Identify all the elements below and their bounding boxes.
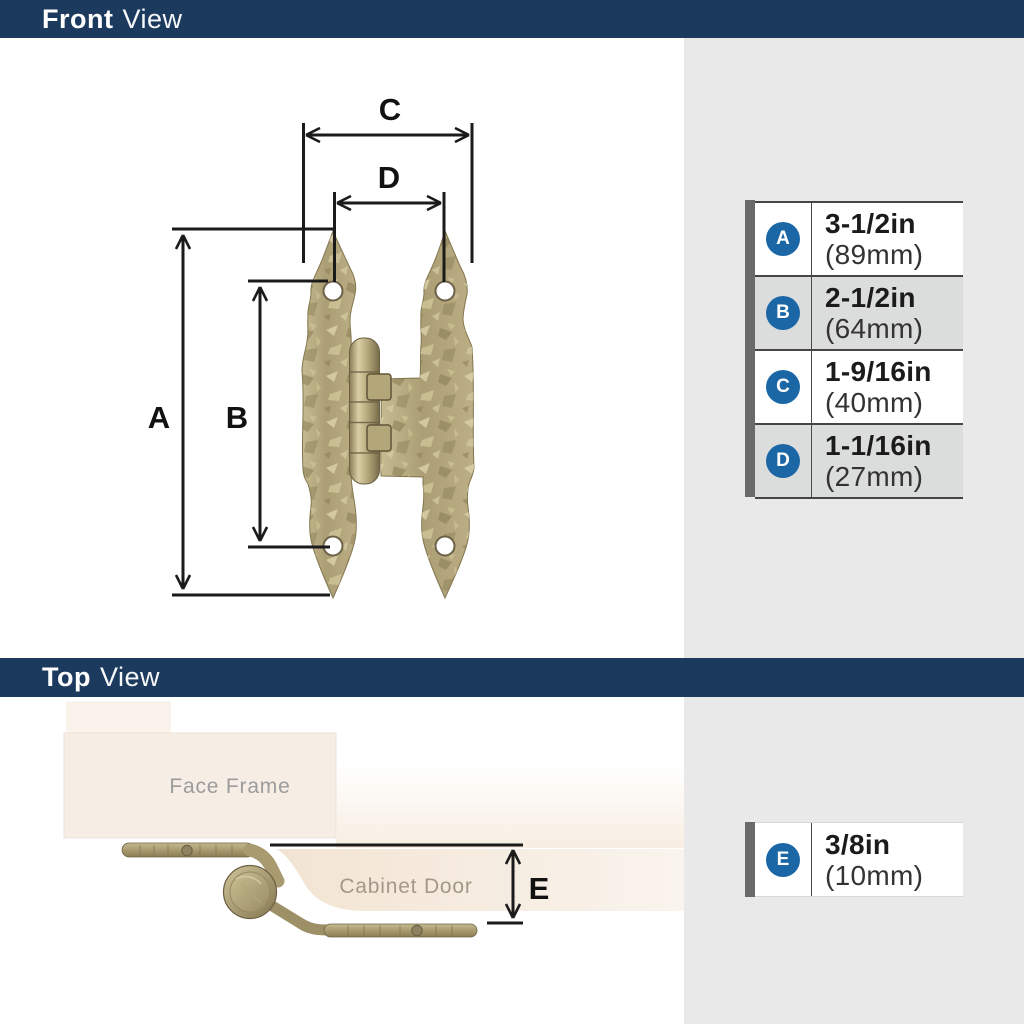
dimension-metric: (27mm) [825,461,924,492]
table-row-d [755,425,963,499]
dimension-value: 1-1/16in [825,430,932,461]
dimension-value: 3-1/2in [825,208,916,239]
dimension-badge-d: D [766,444,800,478]
hinge-knuckle-tab [367,374,391,400]
dimension-badge-e: E [766,843,800,877]
top-view-title-bold: Top [42,662,91,692]
table-row-e [755,822,963,897]
front-view-title-bold: Front [42,3,114,34]
dim-label-a: A [147,400,171,435]
dim-label-e: E [528,871,550,906]
table-column-divider [811,277,812,349]
front-view-header [0,0,1024,38]
hinge-pin-cap [224,866,277,919]
dim-label-d: D [377,160,401,195]
dimension-badge-c: C [766,370,800,404]
hinge-right-leaf [381,231,474,598]
dimension-metric: (89mm) [825,239,924,270]
top-view-header [0,658,1024,697]
dimension-badge-a: A [766,222,800,256]
dimension-value: 2-1/2in [825,282,916,313]
dimension-badge-b: B [766,296,800,330]
front-table-accent-bar [745,200,755,497]
table-column-divider [811,823,812,896]
hinge-knuckle-tab [367,425,391,451]
top-view-title-light: View [99,662,161,692]
front-view-drawing [0,38,684,658]
screw-head [182,845,192,855]
top-dimension-table [755,822,963,897]
front-view-title-light: View [122,3,183,34]
table-row-c [755,351,963,425]
hinge-front-illustration [302,231,474,598]
cabinet-door-illustration [277,765,684,911]
top-table-accent-bar [745,822,755,897]
face-frame-label: Face Frame [169,775,291,798]
dimension-value: 3/8in [825,828,891,860]
dim-label-c: C [378,92,402,127]
table-column-divider [811,351,812,423]
dimension-metric: (64mm) [825,313,924,344]
dimension-metric: (10mm) [825,859,924,891]
dimension-d [335,192,445,282]
front-dimension-table [755,201,963,499]
table-row-b [755,277,963,351]
top-view-drawing [0,697,684,1024]
dim-label-b: B [225,400,249,435]
cabinet-door-label: Cabinet Door [339,875,473,898]
table-row-a [755,203,963,277]
dimension-metric: (40mm) [825,387,924,418]
screw-head [412,925,422,935]
dimension-value: 1-9/16in [825,356,932,387]
table-column-divider [811,203,812,275]
face-frame-illustration [64,701,336,838]
table-column-divider [811,425,812,497]
